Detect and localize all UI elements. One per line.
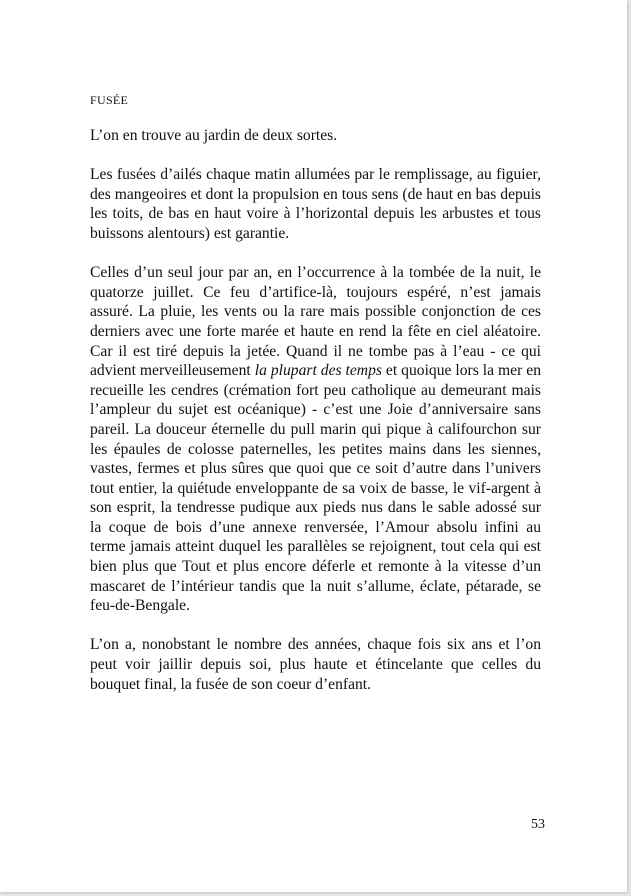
- page-content: [90, 92, 541, 714]
- paragraph-fireworks-text-start: Celles d’un seul jour par an, en l’occurrence à la tombée de la nuit, le quatorze juillet. Ce feu d’artifice-là, toujours espéré, n’est jamais assuré. La pluie, les vents ou la rare mais possible conjonction de ces derniers avec une forte marée et haute en rend la fête en ciel aléatoire. Car il est tiré depuis la jetée. Quand il ne tombe pas à l’eau - ce qui advient merveilleusement: [90, 264, 541, 380]
- page-number: 53: [531, 817, 545, 832]
- paragraph-birds: Les fusées d’ailés chaque matin allumées par le remplissage, au figuier, des mangeoires et dont la propulsion en tous sens (de haut en bas depuis les toits, de bas en haut voire à l’horizontal depuis les arbustes et tous buissons alentours) est garantie.: [90, 166, 541, 242]
- paragraph-conclusion: L’on a, nonobstant le nombre des années, chaque fois six ans et l’on peut voir jaillir depuis soi, plus haute et étincelante que celles du bouquet final, la fusée de son coeur d’enfant.: [90, 636, 541, 693]
- paragraph-intro: L’on en trouve au jardin de deux sortes.: [90, 127, 338, 144]
- paragraph-fireworks-text-end: et quoique lors la mer en recueille les cendres (crémation fort peu catholique au demeurant mais l’ampleur du sujet est océanique) - c’est une Joie d’anniversaire sans pareil. La douceur éternelle du pull marin qui pique à califourchon sur les épaules de colosse paternelles, les petites mains dans les siennes, vastes, fermes et plus sûres que quoi que ce soit d’autre dans l’univers tout entier, la quiétude enveloppante de sa voix de basse, le vif-argent à son esprit, la tendresse pudique aux pieds nus dans le sable adossé sur la coque de bois d’une annexe renversée, l’Amour absolu infini au terme jamais atteint duquel les parallèles se rejoignent, tout cela qui est bien plus que Tout et plus encore déferle et remonte à la vitesse d’un mascaret de l’intérieur tandis que la nuit s’allume, éclate, pétarade, se feu-de-Bengale.: [90, 362, 541, 615]
- paragraph-fireworks: [90, 263, 541, 616]
- page-title: FUSÉE: [90, 93, 129, 107]
- italic-phrase: la plupart des temps: [254, 362, 382, 380]
